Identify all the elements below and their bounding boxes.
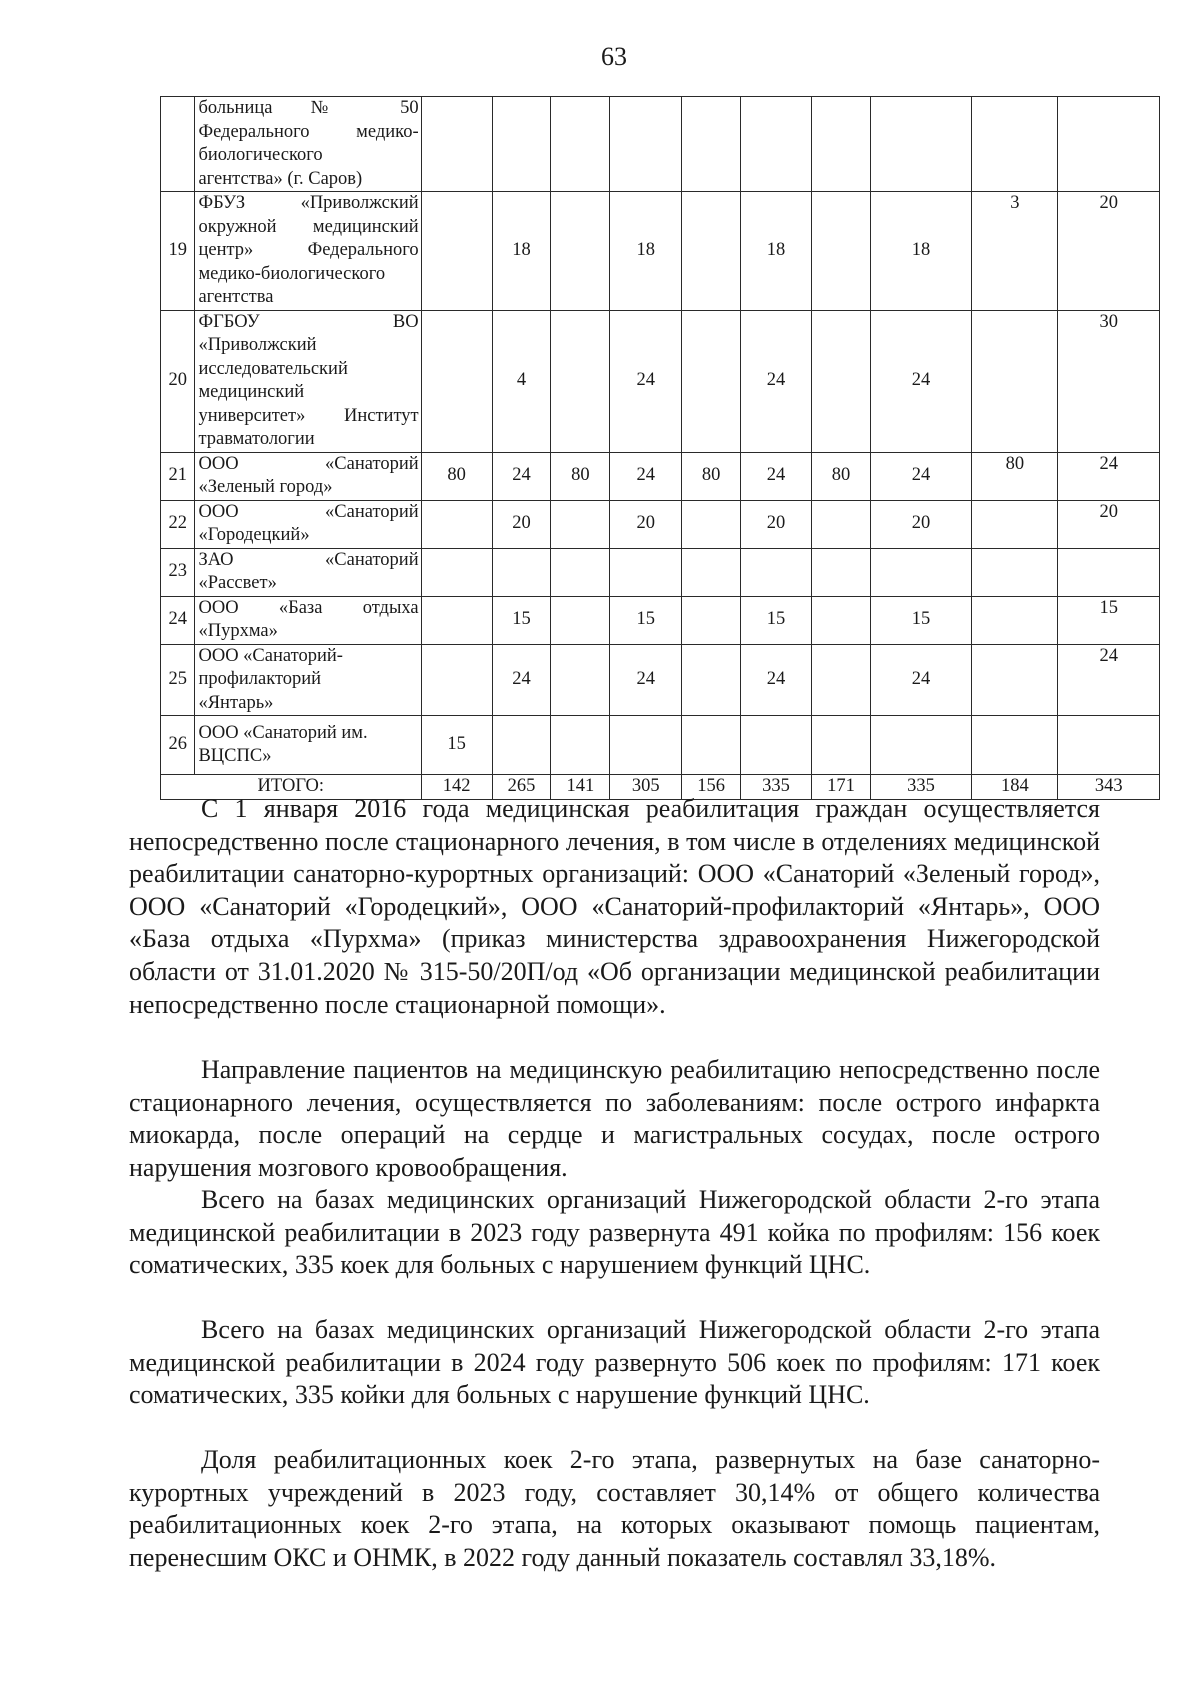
bed-count-cell: 20 xyxy=(1058,192,1160,311)
row-number: 26 xyxy=(161,716,195,775)
bed-count-cell: 24 xyxy=(610,452,682,500)
bed-count-cell xyxy=(421,644,492,716)
org-name-line: биологического xyxy=(198,145,323,165)
bed-count-cell: 80 xyxy=(972,452,1058,500)
total-value-cell: 141 xyxy=(551,775,610,800)
bed-count-cell xyxy=(812,716,871,775)
org-name-cell xyxy=(195,452,421,500)
bed-count-cell xyxy=(421,500,492,548)
org-name-line: ООО «Санаторий xyxy=(198,453,419,474)
bed-count-cell xyxy=(610,548,682,596)
bed-count-cell xyxy=(812,644,871,716)
bed-count-cell xyxy=(682,596,741,644)
body-paragraph: Доля реабилитационных коек 2-го этапа, развернутых на базе санаторно-курортных учреждений в 2023 году, составляет 30,14% от общего количества реабилитационных коек 2-го этапа, на которых оказывают помощь пациентам, перенесшим ОКС и ОНМК, в 2022 году данный показатель составлял 33,18%. xyxy=(129,1445,1100,1572)
bed-count-cell xyxy=(551,310,610,452)
bed-count-cell xyxy=(870,548,971,596)
bed-count-cell xyxy=(492,548,551,596)
row-number: 22 xyxy=(161,500,195,548)
bed-count-cell xyxy=(741,97,812,192)
org-name-line: ФБУЗ «Приволжский xyxy=(198,193,419,213)
bed-count-cell: 18 xyxy=(492,192,551,311)
org-name-line: «Зеленый город» xyxy=(198,477,333,497)
bed-count-cell: 24 xyxy=(741,310,812,452)
bed-count-cell xyxy=(551,97,610,192)
org-name-cell xyxy=(195,192,421,311)
bed-count-cell: 24 xyxy=(870,644,971,716)
total-value-cell: 335 xyxy=(741,775,812,800)
bed-count-cell xyxy=(421,548,492,596)
org-name-line: центр» Федерального xyxy=(198,240,419,260)
bed-count-cell xyxy=(870,97,971,192)
org-name-line: агентства» (г. Саров) xyxy=(198,168,363,189)
org-name-line: университет» Институт xyxy=(198,405,419,426)
bed-count-cell: 20 xyxy=(870,500,971,548)
bed-count-cell: 80 xyxy=(551,452,610,500)
org-name-cell xyxy=(195,500,421,548)
org-name-cell xyxy=(195,548,421,596)
row-number: 25 xyxy=(161,644,195,716)
table-row xyxy=(161,716,1160,775)
bed-count-cell xyxy=(1058,97,1160,192)
org-name-line: травматологии xyxy=(198,429,315,449)
bed-count-cell: 20 xyxy=(1058,500,1160,548)
bed-count-cell: 24 xyxy=(741,644,812,716)
total-value-cell: 335 xyxy=(870,775,971,800)
bed-count-cell xyxy=(972,500,1058,548)
org-name-line: Федерального медико- xyxy=(198,121,419,142)
org-name-line: «Городецкий» xyxy=(198,525,310,545)
org-name-line: ФГБОУ ВО xyxy=(198,311,419,332)
bed-count-cell: 80 xyxy=(812,452,871,500)
bed-count-cell: 15 xyxy=(870,596,971,644)
bed-count-cell xyxy=(421,192,492,311)
total-label: ИТОГО: xyxy=(161,775,422,800)
bed-count-cell xyxy=(741,548,812,596)
table-row xyxy=(161,97,1160,192)
bed-count-cell xyxy=(812,192,871,311)
table-row xyxy=(161,548,1160,596)
bed-count-cell xyxy=(492,97,551,192)
bed-count-cell: 24 xyxy=(492,452,551,500)
bed-count-cell xyxy=(972,310,1058,452)
bed-count-cell: 15 xyxy=(492,596,551,644)
bed-count-cell: 80 xyxy=(682,452,741,500)
bed-count-cell xyxy=(421,596,492,644)
bed-count-cell xyxy=(421,310,492,452)
bed-count-cell: 30 xyxy=(1058,310,1160,452)
bed-count-cell xyxy=(551,192,610,311)
bed-count-cell: 24 xyxy=(610,310,682,452)
bed-count-cell: 18 xyxy=(741,192,812,311)
bed-count-cell: 20 xyxy=(492,500,551,548)
body-paragraph: Всего на базах медицинских организаций Нижегородской области 2-го этапа медицинской реабилитации в 2023 году развернута 491 койка по профилям: 156 коек соматических, 335 коек для больных с нарушением функций ЦНС. xyxy=(129,1185,1100,1280)
bed-count-cell: 24 xyxy=(870,310,971,452)
bed-count-cell xyxy=(1058,548,1160,596)
row-number: 21 xyxy=(161,452,195,500)
bed-count-cell: 15 xyxy=(1058,596,1160,644)
org-name-cell xyxy=(195,716,421,775)
bed-count-cell xyxy=(812,310,871,452)
table-row xyxy=(161,644,1160,716)
bed-count-cell: 18 xyxy=(610,192,682,311)
bed-count-cell: 24 xyxy=(1058,644,1160,716)
total-value-cell: 142 xyxy=(421,775,492,800)
org-name-line: медико-биологического xyxy=(198,263,386,284)
bed-count-cell: 24 xyxy=(741,452,812,500)
bed-count-cell xyxy=(610,97,682,192)
bed-count-cell xyxy=(682,310,741,452)
bed-count-cell: 24 xyxy=(1058,452,1160,500)
bed-count-cell xyxy=(551,596,610,644)
org-name-line: «Рассвет» xyxy=(198,573,277,593)
org-name-cell xyxy=(195,644,421,716)
bed-count-cell: 24 xyxy=(610,644,682,716)
bed-count-cell xyxy=(682,500,741,548)
total-value-cell: 156 xyxy=(682,775,741,800)
bed-count-cell xyxy=(972,596,1058,644)
table-row xyxy=(161,596,1160,644)
table-row xyxy=(161,192,1160,311)
bed-count-cell xyxy=(812,596,871,644)
org-name-line: ООО «База отдыха xyxy=(198,597,419,618)
org-name-line: профилакторий xyxy=(198,669,322,689)
bed-count-cell: 15 xyxy=(741,596,812,644)
beds-table xyxy=(160,96,1160,800)
bed-count-cell: 20 xyxy=(741,500,812,548)
bed-count-cell xyxy=(682,644,741,716)
bed-count-cell xyxy=(812,97,871,192)
total-value-cell: 184 xyxy=(972,775,1058,800)
org-name-line: медицинский xyxy=(198,382,305,402)
bed-count-cell xyxy=(741,716,812,775)
bed-count-cell xyxy=(610,716,682,775)
bed-count-cell xyxy=(551,716,610,775)
org-name-cell xyxy=(195,310,421,452)
bed-count-cell: 15 xyxy=(421,716,492,775)
org-name-cell xyxy=(195,97,421,192)
bed-count-cell xyxy=(812,500,871,548)
bed-count-cell xyxy=(421,97,492,192)
row-number: 20 xyxy=(161,310,195,452)
total-value-cell: 343 xyxy=(1058,775,1160,800)
org-name-line: ООО «Санаторий им. xyxy=(198,722,368,743)
bed-count-cell xyxy=(551,548,610,596)
total-value-cell: 265 xyxy=(492,775,551,800)
body-paragraph: Всего на базах медицинских организаций Нижегородской области 2-го этапа медицинской реабилитации в 2024 году развернуто 506 коек по профилям: 171 коек соматических, 335 койки для больных с нарушение функций ЦНС. xyxy=(129,1315,1100,1410)
bed-count-cell: 3 xyxy=(972,192,1058,311)
bed-count-cell xyxy=(551,644,610,716)
bed-count-cell xyxy=(492,716,551,775)
org-name-line: исследовательский xyxy=(198,358,348,379)
page-number: 63 xyxy=(601,42,627,71)
body-paragraph: Направление пациентов на медицинскую реабилитацию непосредственно после стационарного лечения, осуществляется по заболеваниям: после острого инфаркта миокарда, после операций на сердце и магистральных сосудах, после острого нарушения мозгового кровообращения. xyxy=(129,1055,1100,1182)
table-row xyxy=(161,452,1160,500)
org-name-line: «Приволжский xyxy=(198,335,317,355)
bed-count-cell xyxy=(972,716,1058,775)
bed-count-cell xyxy=(972,644,1058,716)
org-name-line: ЗАО «Санаторий xyxy=(198,549,419,570)
org-name-line: окружной медицинский xyxy=(198,216,419,237)
bed-count-cell xyxy=(972,97,1058,192)
org-name-line: больница № 50 xyxy=(198,98,419,118)
total-value-cell: 305 xyxy=(610,775,682,800)
bed-count-cell xyxy=(682,97,741,192)
bed-count-cell: 18 xyxy=(870,192,971,311)
row-number: 24 xyxy=(161,596,195,644)
bed-count-cell: 24 xyxy=(492,644,551,716)
bed-count-cell xyxy=(682,716,741,775)
body-paragraph: С 1 января 2016 года медицинская реабилитация граждан осуществляется непосредственно после стационарного лечения, в том числе в отделениях медицинской реабилитации санаторно-курортных организаций: ООО «Санаторий «Зеленый город», ООО «Санаторий «Городецкий», ООО «Санаторий-профилакторий «Янтарь», ООО «База отдыха «Пурхма» (приказ министерства здравоохранения Нижегородской области от 31.01.2020 № 315-50/20П/од «Об организации медицинской реабилитации непосредственно после стационарной помощи». xyxy=(129,794,1100,1019)
bed-count-cell xyxy=(551,500,610,548)
table-row xyxy=(161,500,1160,548)
bed-count-cell xyxy=(682,192,741,311)
bed-count-cell: 4 xyxy=(492,310,551,452)
org-name-cell xyxy=(195,596,421,644)
org-name-line: агентства xyxy=(198,287,274,307)
org-name-line: «Янтарь» xyxy=(198,692,274,713)
org-name-line: ООО «Санаторий xyxy=(198,501,419,522)
total-value-cell: 171 xyxy=(812,775,871,800)
org-name-line: «Пурхма» xyxy=(198,621,278,641)
row-number: 19 xyxy=(161,192,195,311)
org-name-line: ВЦСПС» xyxy=(198,746,272,766)
row-number xyxy=(161,97,195,192)
row-number: 23 xyxy=(161,548,195,596)
bed-count-cell xyxy=(1058,716,1160,775)
bed-count-cell xyxy=(682,548,741,596)
bed-count-cell: 20 xyxy=(610,500,682,548)
bed-count-cell: 15 xyxy=(610,596,682,644)
bed-count-cell xyxy=(972,548,1058,596)
bed-count-cell xyxy=(812,548,871,596)
table-row xyxy=(161,310,1160,452)
bed-count-cell: 24 xyxy=(870,452,971,500)
bed-count-cell xyxy=(870,716,971,775)
bed-count-cell: 80 xyxy=(421,452,492,500)
org-name-line: ООО «Санаторий- xyxy=(198,645,343,666)
